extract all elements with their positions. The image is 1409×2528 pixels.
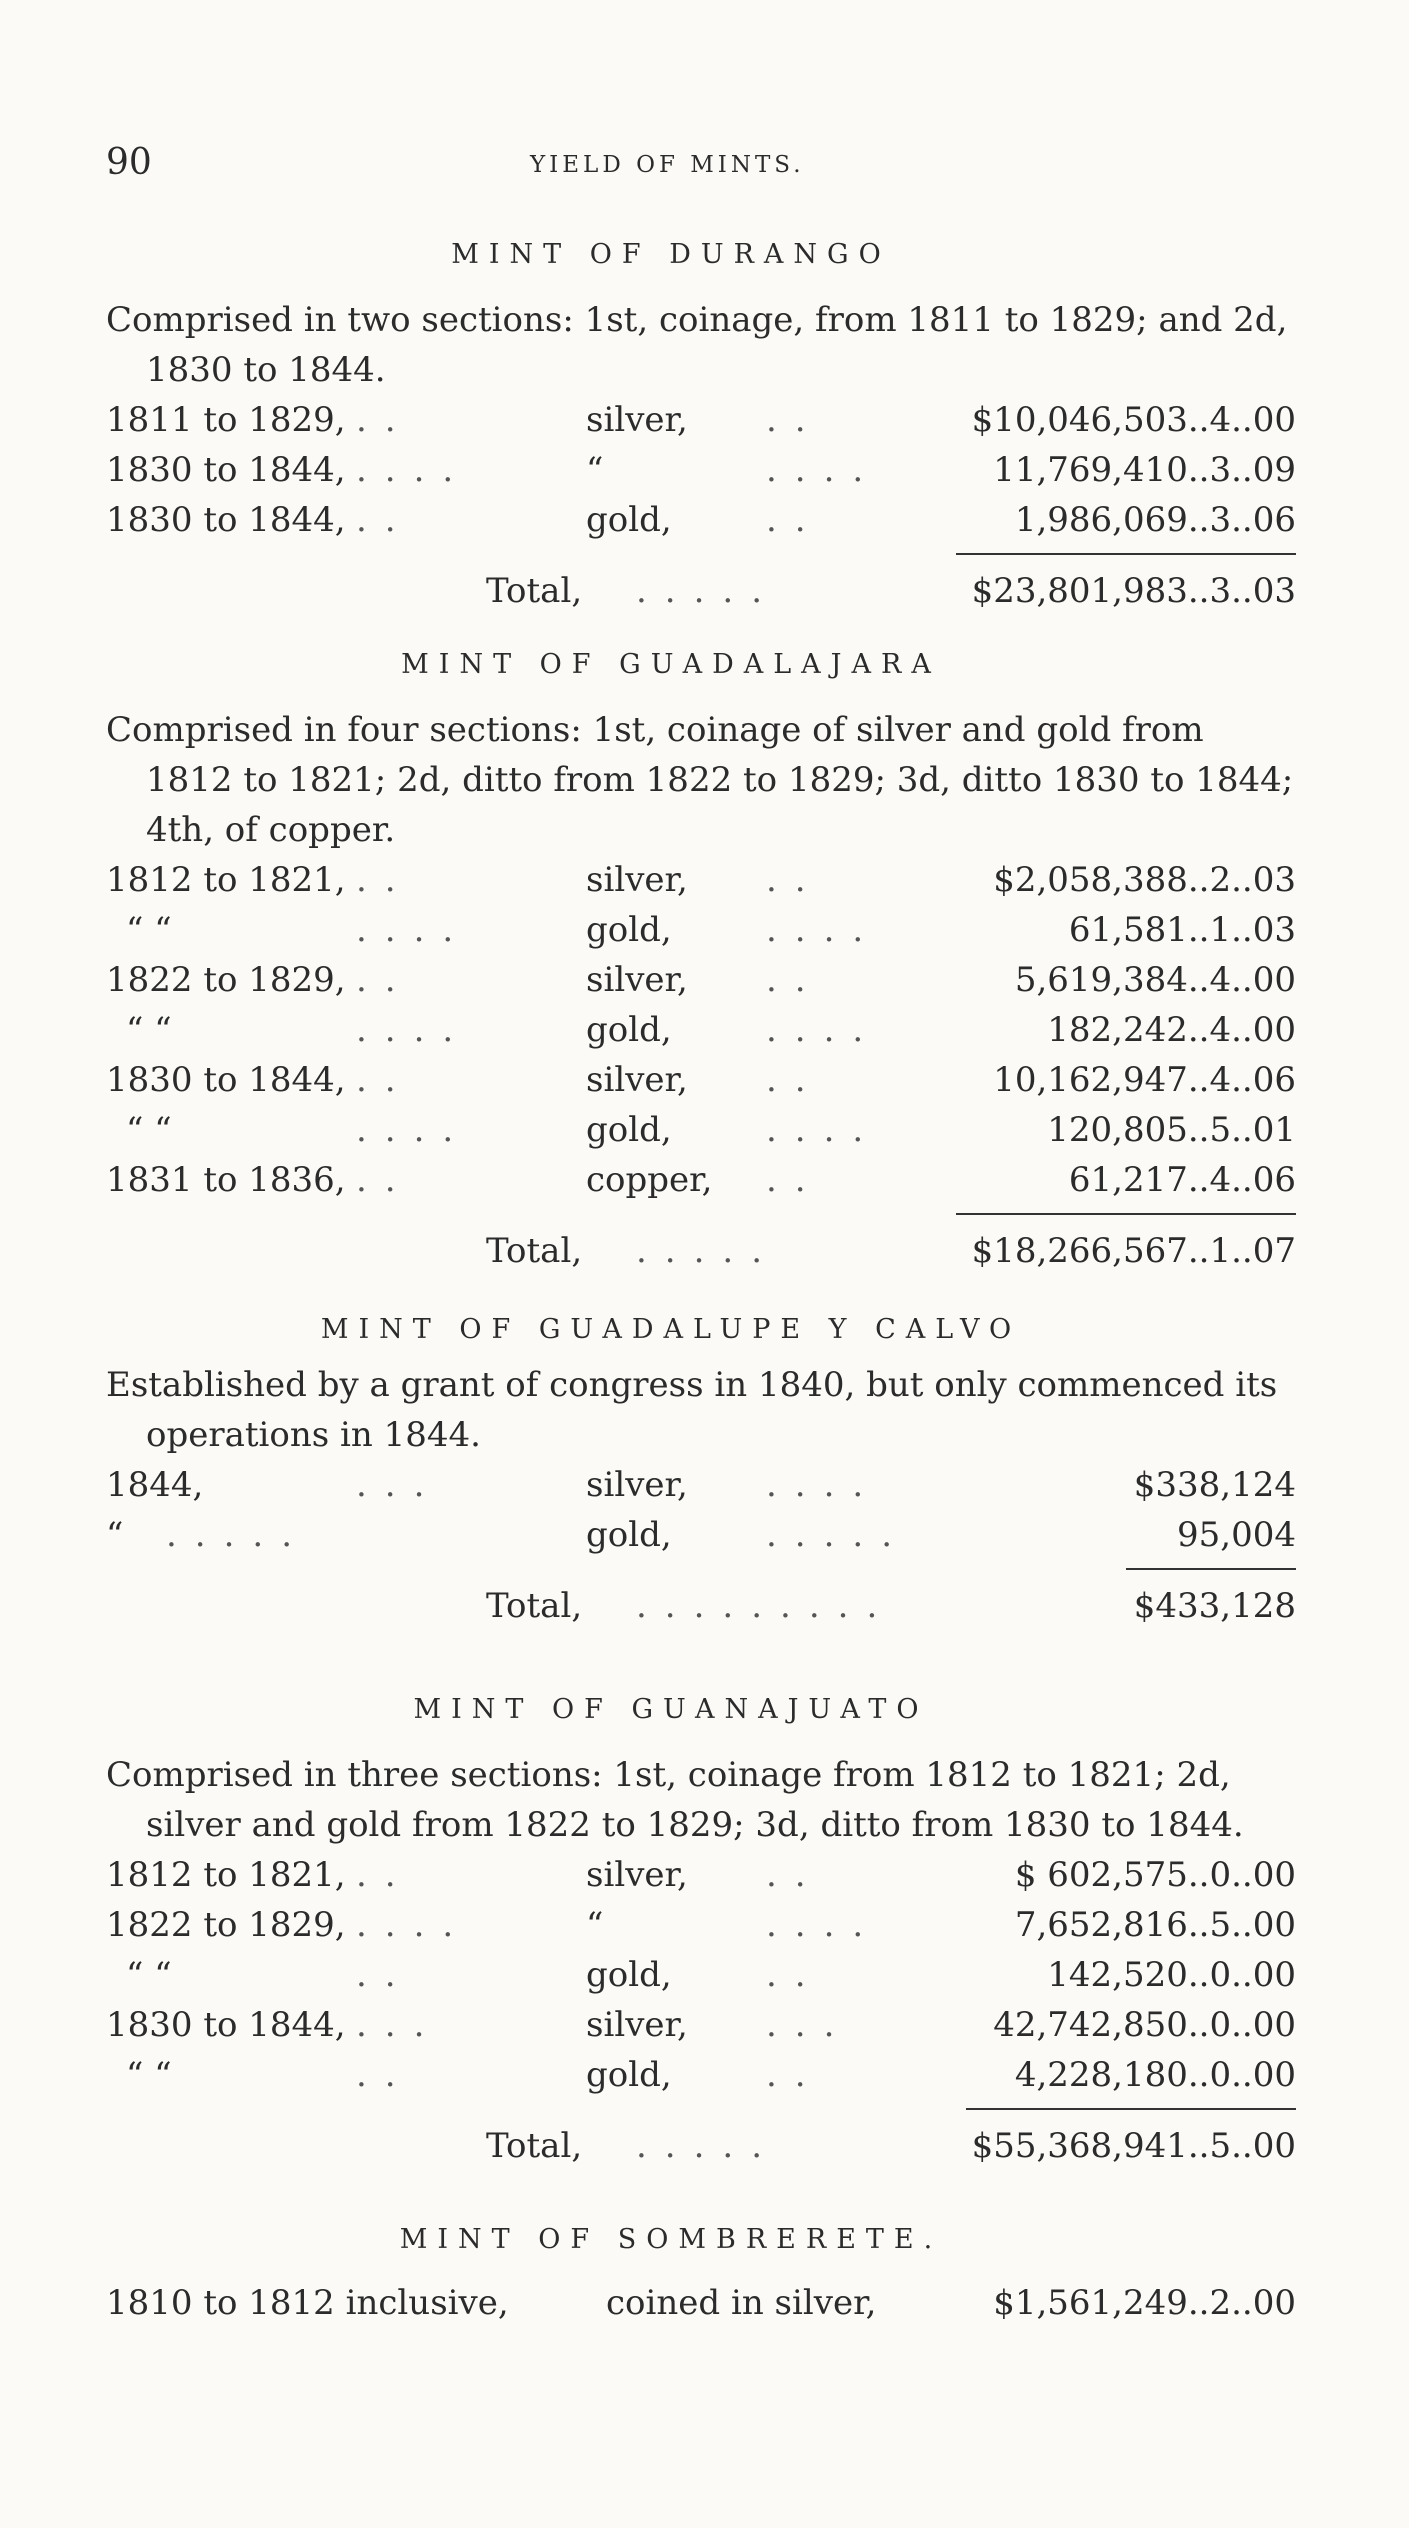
total-row: Total, ..... $55,368,941..5..00 (486, 2126, 1296, 2166)
section-guadalajara (106, 645, 1296, 1279)
section-sombrerete (106, 2220, 1296, 2328)
table-row: 1812 to 1821, .. silver, .. $2,058,388..2..03 (106, 860, 1296, 900)
section-description: Comprised in two sections: 1st, coinage, from 1811 to 1829; and 2d, 1830 to 1844. (106, 300, 1288, 390)
table-row: 1830 to 1844, ... silver, ... 42,742,850..0..00 (106, 2005, 1296, 2045)
table-row: 1822 to 1829, .... “ .... 7,652,816..5..00 (106, 1905, 1296, 1945)
total-rule (106, 2100, 1296, 2118)
table-row: 1830 to 1844, .. silver, .. 10,162,947..4..06 (106, 1060, 1296, 1100)
section-description: Established by a grant of congress in 1840, but only commenced its operations in 1844. (106, 1365, 1278, 1455)
total-rule (106, 1205, 1296, 1223)
table-row: “ “ .. gold, .. 4,228,180..0..00 (126, 2055, 1296, 2095)
total-rule (106, 1560, 1296, 1578)
table-row: “ “ .... gold, .... 120,805..5..01 (126, 1110, 1296, 1150)
section-title: MINT OF GUADALUPE Y CALVO (320, 1314, 1022, 1345)
table-row: 1831 to 1836, .. copper, .. 61,217..4..06 (106, 1160, 1296, 1200)
table-row: 1830 to 1844, .. gold, .. 1,986,069..3..06 (106, 500, 1296, 540)
table-row: 1822 to 1829, .. silver, .. 5,619,384..4..00 (106, 960, 1296, 1000)
table-row: 1811 to 1829, .. silver, .. $10,046,503..4..00 (106, 400, 1296, 440)
table-row: “ “ .... gold, .... 182,242..4..00 (126, 1010, 1296, 1050)
total-row: Total, ......... $433,128 (486, 1586, 1296, 1626)
section-title: MINT OF DURANGO (451, 239, 891, 270)
total-rule (106, 545, 1296, 563)
section-durango (106, 235, 1296, 619)
section-title: MINT OF SOMBRERETE. (399, 2224, 943, 2255)
total-row: Total, ..... $23,801,983..3..03 (486, 571, 1296, 611)
table-row: 1844, ... silver, .... $338,124 (106, 1465, 1296, 1505)
table-row: “ “ .... gold, .... 61,581..1..03 (126, 910, 1296, 950)
total-row: Total, ..... $18,266,567..1..07 (486, 1231, 1296, 1271)
section-title: MINT OF GUADALAJARA (401, 649, 941, 680)
running-title: YIELD OF MINTS. (530, 152, 805, 178)
section-title: MINT OF GUANAJUATO (413, 1694, 929, 1725)
table-row: “ ..... gold, ..... 95,004 (106, 1515, 1296, 1555)
section-description: Comprised in three sections: 1st, coinage from 1812 to 1821; 2d, silver and gold from 1822 to 1829; 3d, ditto from 1830 to 1844. (106, 1755, 1244, 1845)
section-guadalupe-y-calvo (106, 1310, 1296, 1634)
table-row: “ “ .. gold, .. 142,520..0..00 (126, 1955, 1296, 1995)
section-description: Comprised in four sections: 1st, coinage of silver and gold from 1812 to 1821; 2d, ditto from 1822 to 1829; 3d, ditto 1830 to 1844; 4th, of copper. (106, 710, 1294, 850)
section-guanajuato (106, 1690, 1296, 2174)
table-row: 1830 to 1844, .... “ .... 11,769,410..3..09 (106, 450, 1296, 490)
table-row: 1812 to 1821, .. silver, .. $ 602,575..0..00 (106, 1855, 1296, 1895)
page-number: 90 (106, 142, 152, 183)
table-row: 1810 to 1812 inclusive, coined in silver, $1,561,249..2..00 (106, 2283, 1296, 2323)
